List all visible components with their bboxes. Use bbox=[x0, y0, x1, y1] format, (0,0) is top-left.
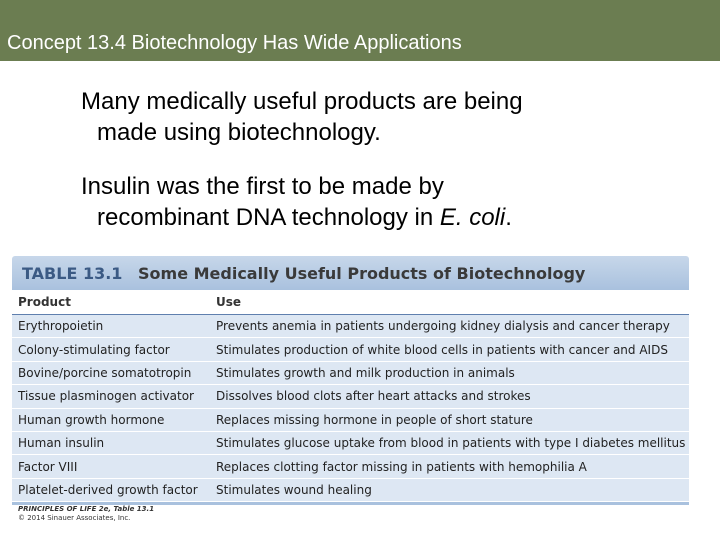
use-cell: Stimulates wound healing bbox=[216, 482, 372, 497]
bullet-line-2 bbox=[81, 202, 701, 233]
product-cell: Colony-stimulating factor bbox=[18, 342, 170, 357]
use-cell: Replaces clotting factor missing in patients with hemophilia A bbox=[216, 459, 587, 474]
table-body bbox=[12, 315, 689, 502]
organism-name: E. coli bbox=[439, 204, 506, 231]
bullet-period: . bbox=[505, 204, 512, 231]
product-cell: Platelet-derived growth factor bbox=[18, 482, 198, 497]
table-row bbox=[12, 432, 689, 455]
bullet-line-1: Many medically useful products are being bbox=[81, 88, 523, 115]
use-cell: Stimulates growth and milk production in animals bbox=[216, 365, 515, 380]
products-table bbox=[12, 256, 689, 505]
table-row bbox=[12, 455, 689, 478]
use-cell: Replaces missing hormone in people of short stature bbox=[216, 412, 533, 427]
table-row bbox=[12, 479, 689, 502]
product-cell: Factor VIII bbox=[18, 459, 78, 474]
bullet-products bbox=[81, 86, 701, 148]
product-cell: Human insulin bbox=[18, 436, 105, 451]
use-cell: Prevents anemia in patients undergoing kidney dialysis and cancer therapy bbox=[216, 319, 670, 334]
product-cell: Human growth hormone bbox=[18, 412, 165, 427]
bullet-text: recombinant DNA technology in bbox=[97, 204, 440, 231]
use-cell: Stimulates production of white blood cells in patients with cancer and AIDS bbox=[216, 342, 668, 357]
source-citation: PRINCIPLES OF LIFE 2e, Table 13.1 bbox=[18, 505, 155, 513]
table-header-bar bbox=[12, 256, 689, 290]
column-header-product: Product bbox=[18, 295, 71, 309]
use-cell: Stimulates glucose uptake from blood in patients with type I diabetes mellitus bbox=[216, 436, 686, 451]
table-row bbox=[12, 362, 689, 385]
product-cell: Erythropoietin bbox=[18, 319, 104, 334]
table-title: Some Medically Useful Products of Biotechnology bbox=[138, 263, 586, 283]
slide-title: Concept 13.4 Biotechnology Has Wide Applications bbox=[0, 0, 720, 61]
use-cell: Dissolves blood clots after heart attacks and strokes bbox=[216, 389, 531, 404]
bullet-line-1: Insulin was the first to be made by bbox=[81, 173, 444, 200]
table-source bbox=[18, 505, 154, 523]
bullet-insulin bbox=[81, 171, 701, 233]
column-header-use: Use bbox=[216, 295, 242, 309]
table-number: TABLE 13.1 bbox=[22, 263, 123, 283]
product-cell: Tissue plasminogen activator bbox=[18, 389, 194, 404]
table-row bbox=[12, 315, 689, 338]
product-cell: Bovine/porcine somatotropin bbox=[18, 365, 192, 380]
table-row bbox=[12, 385, 689, 408]
bullet-line-2: made using biotechnology. bbox=[97, 119, 381, 146]
table-row bbox=[12, 338, 689, 361]
table-column-headers bbox=[12, 290, 689, 315]
table-row bbox=[12, 409, 689, 432]
copyright-notice: © 2014 Sinauer Associates, Inc. bbox=[18, 514, 131, 522]
